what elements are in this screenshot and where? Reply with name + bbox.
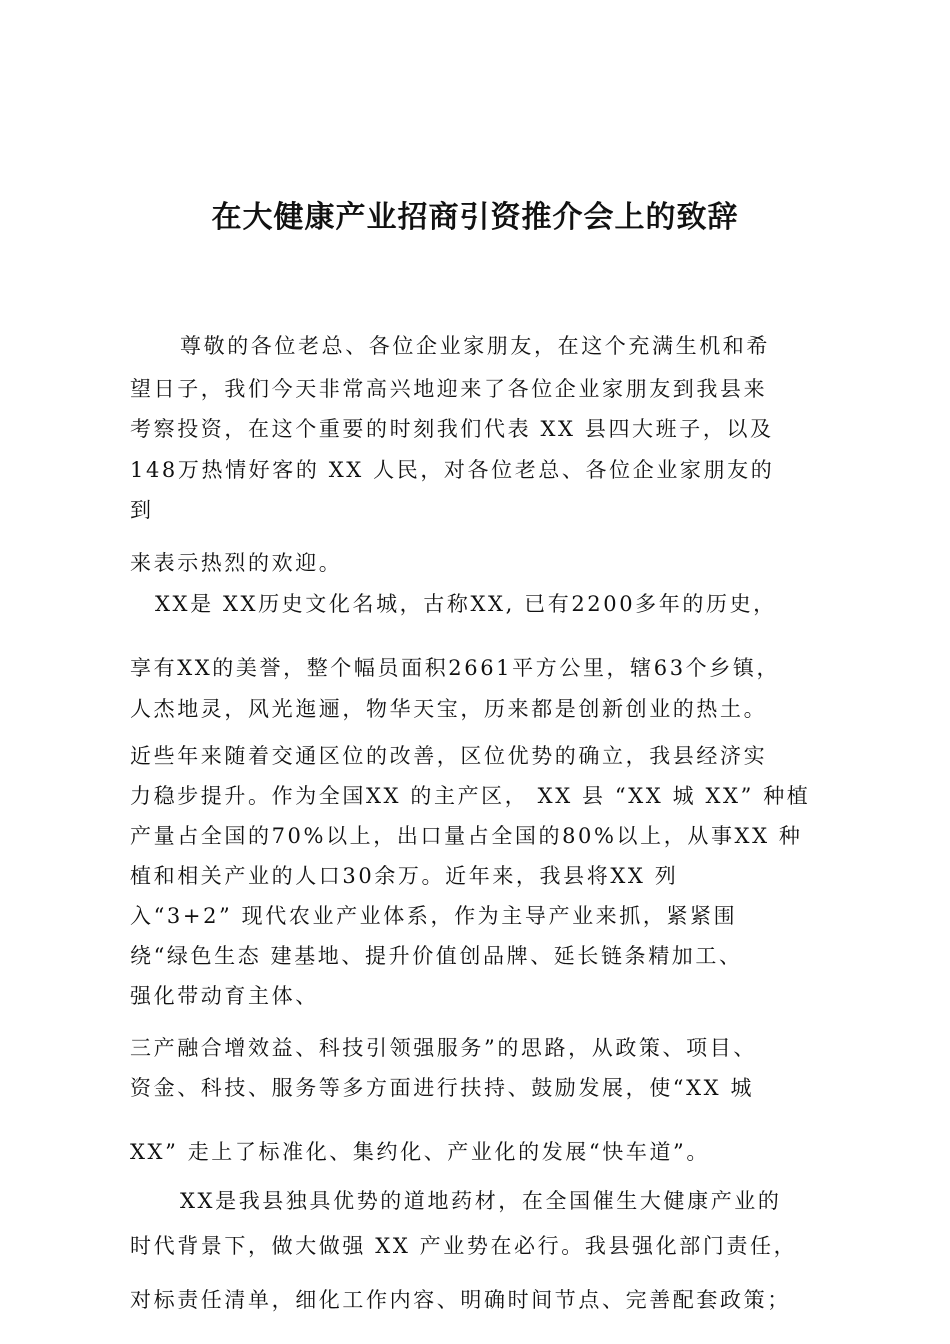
- body-line: 享有XX的美誉，整个幅员面积2661平方公里，辖63个乡镇，: [130, 656, 781, 680]
- body-line: 望日子，我们今天非常高兴地迎来了各位企业家朋友到我县来: [130, 377, 768, 401]
- body-line: 尊敬的各位老总、各位企业家朋友，在这个充满生机和希: [180, 334, 770, 358]
- body-line: 到: [130, 498, 154, 522]
- body-line: 绕“绿色生态 建基地、提升价值创品牌、延长链条精加工、: [130, 944, 743, 968]
- body-line: 资金、科技、服务等多方面进行扶持、鼓励发展，使“XX 城: [130, 1076, 755, 1100]
- body-line: 人杰地灵，风光迤逦，物华天宝，历来都是创新创业的热土。: [130, 697, 768, 721]
- body-line: XX” 走上了标准化、集约化、产业化的发展“快车道”。: [130, 1140, 710, 1164]
- body-line: 时代背景下，做大做强 XX 产业势在必行。我县强化部门责任，: [130, 1234, 798, 1258]
- body-line: 力稳步提升。作为全国XX 的主产区， XX 县 “XX 城 XX” 种植: [130, 784, 811, 808]
- body-line: 产量占全国的70%以上，出口量占全国的80%以上，从事XX 种: [130, 824, 803, 848]
- body-line: XX是 XX历史文化名城，古称XX, 已有2200多年的历史，: [155, 592, 777, 616]
- body-line: 三产融合增效益、科技引领强服务”的思路，从政策、项目、: [130, 1036, 757, 1060]
- body-line: 入“3+2” 现代农业产业体系，作为主导产业来抓，紧紧围: [130, 904, 738, 928]
- body-line: XX是我县独具优势的道地药材，在全国催生大健康产业的: [180, 1189, 782, 1213]
- body-line: 来表示热烈的欢迎。: [130, 551, 343, 575]
- body-line: 强化带动育主体、: [130, 984, 319, 1008]
- body-line: 植和相关产业的人口30余万。近年来，我县将XX 列: [130, 864, 679, 888]
- body-line: 考察投资，在这个重要的时刻我们代表 XX 县四大班子，以及: [130, 417, 774, 441]
- document-title: 在大健康产业招商引资推介会上的致辞: [211, 200, 739, 235]
- body-line: 148万热情好客的 XX 人民，对各位老总、各位企业家朋友的: [130, 458, 775, 482]
- body-line: 近些年来随着交通区位的改善，区位优势的确立，我县经济实: [130, 744, 768, 768]
- body-line: 对标责任清单，细化工作内容、明确时间节点、完善配套政策；: [130, 1288, 791, 1312]
